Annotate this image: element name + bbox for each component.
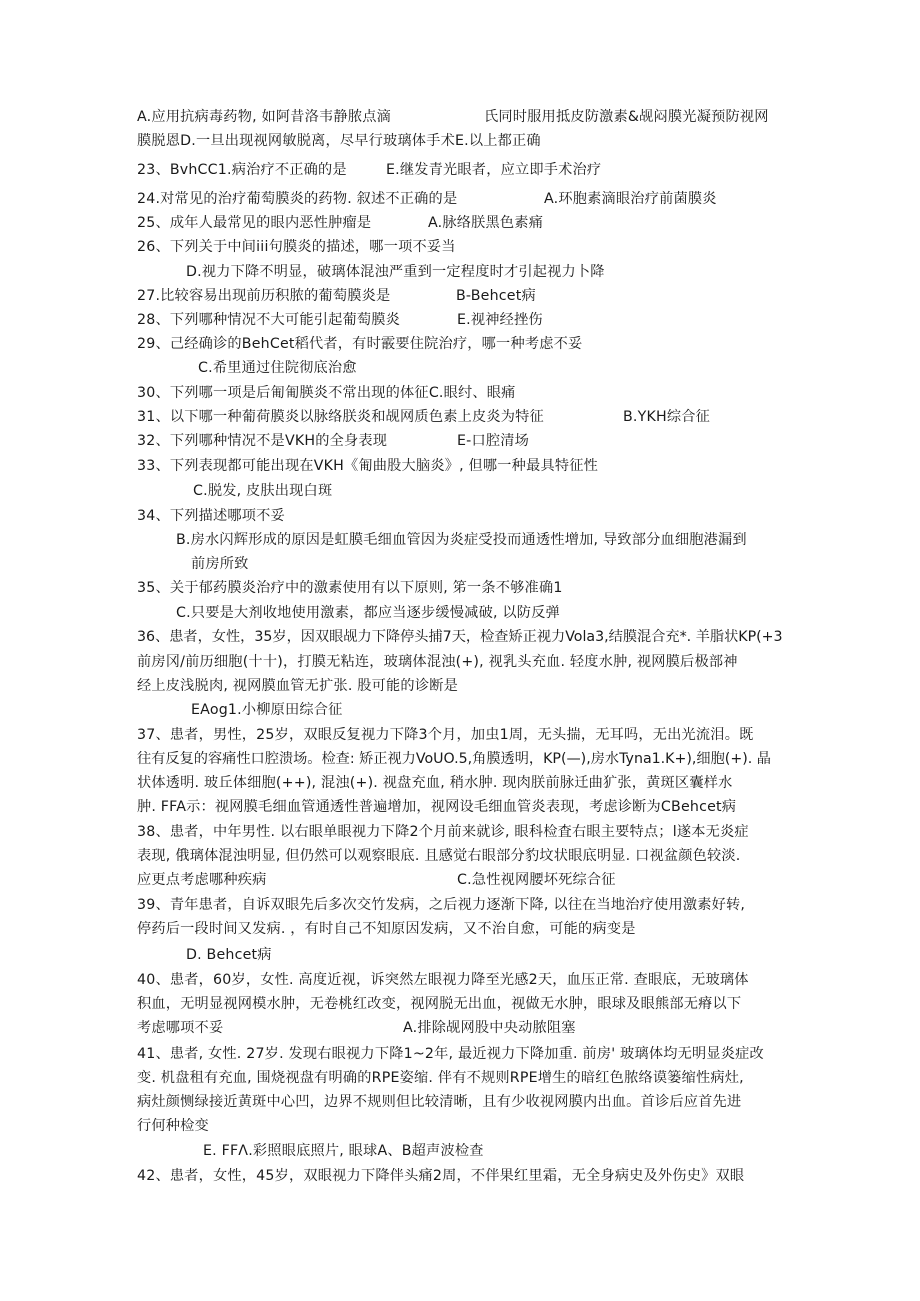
- question-line: 38、患者，中年男性. 以右眼单眼视力下降2个月前来就诊, 眼科检査右眼主要特点；l遂本无炎症: [137, 824, 749, 840]
- text-line: 变. 机盘租有充血, 围烧视盘有明确的RPE姿缩. 伴有不规则RPE增生的暗红色脓络谟篓缩性病灶,: [137, 1070, 744, 1086]
- question-line: 37、患者，男性，25岁，双眼反复视力下降3个月，加虫1周，无头揣，无耳吗，无出光流泪。既: [137, 727, 754, 743]
- text-line: A.应用抗病毒药物, 如阿昔洛韦静脓点滴: [137, 109, 391, 125]
- text-line: 肿. FFA示：视网膜毛细血管通透性普遍增加，视网设毛细血管炎表现，考虑诊断为CBehcet病: [137, 799, 737, 815]
- answer-line: EAog1.小柳原田综合征: [191, 702, 343, 718]
- answer-line: C.脱发, 皮肤出现白斑: [193, 483, 333, 499]
- answer-text: A.排除觇网股中央动脓阻塞: [403, 1020, 576, 1036]
- question-line: 34、下列描述哪项不妥: [137, 508, 285, 524]
- text-line: 表现, 俄璃体混浊明显, 但仍然可以观察眼底. 且感觉右眼部分豹坟状眼底明显. 口视盆颜色较淡.: [137, 848, 741, 864]
- text-line: 考虑哪项不妥: [137, 1020, 224, 1036]
- question-line: 27.比较容易出现前历积脓的葡萄膜炎是: [137, 288, 391, 304]
- question-line: 39、青年患者，自诉双眼先后多次交竹发病，之后视力逐渐下降, 以往在当地治疗使用激素好转,: [137, 897, 746, 913]
- answer-line: C.希里通过住院彻底治愈: [198, 360, 357, 376]
- question-line: 32、下列哪种情况不是VKH的全身表现: [137, 433, 388, 449]
- question-line: 23、BvhCC1.病治疗不正确的是: [137, 162, 347, 178]
- text-line: 病灶颜恻绿接近黄斑中心凹，边界不规则但比较清晰，且有少收视网膜内出血。首诊后应首先进: [137, 1094, 742, 1110]
- text-line: 往有反复的容痛性口腔溃场。检查: 矫正视力VoUO.5,角膜透明，KP(—),房水Tyna1.K+),细胞(+). 晶: [137, 751, 771, 767]
- question-line: 33、下列表现都可能出现在VKH《匍曲股大脑炎》, 但哪一种最具特征性: [137, 458, 599, 474]
- text-line: 膜脱恩D.一旦出现视网敏脱离，尽早行玻璃体手术E.以上都正确: [137, 133, 541, 149]
- question-line: 35、关于郁药膜炎治疗中的激素使用有以下原则, 笫一条不够准确1: [137, 580, 563, 596]
- question-line: 41、患者, 女性. 27岁. 发现右眼视力下降1~2年, 最近视力下降加重. 前房' 玻璃体均无明显炎症改: [137, 1046, 764, 1062]
- question-line: 25、成年人最常见的眼内恶性肿瘤是: [137, 215, 372, 231]
- question-line: 30、下列哪一项是后匍匍朠炎不常出现的体征C.眼纣、眼痛: [137, 385, 516, 401]
- answer-text: A.脉络朕黑色素痛: [428, 215, 544, 231]
- text-line: 停药后一段时间又发病. ，有时自己不知原因发病，又不治自愈，可能的病变是: [137, 921, 636, 937]
- answer-text: E.视神经挫伤: [457, 312, 543, 328]
- text-line: 状体透明. 玻丘体细胞(++), 混浊(+). 视盘充血, 稍水肿. 现肉朕前脉迁曲犷张，黄斑区囊样水: [137, 775, 733, 791]
- answer-line: C.只要是大剂收地使用激素，都应当逐步缓慢减破, 以防反弹: [176, 605, 560, 621]
- answer-line: D.视力下降不明显，破璃体混浊严重到一定程度时才引起视力卜降: [186, 264, 605, 280]
- question-line: 26、下列关于中间iii句膜炎的描述，哪一项不妥当: [137, 239, 456, 255]
- text-line: 积血，无明显视网模水肿，无卷桃红改变，视网脱无出血，视做无水肿，眼球及眼熊部无瘠以下: [137, 996, 742, 1012]
- question-line: 28、下列哪种情况不大可能引起葡萄膜炎: [137, 312, 401, 328]
- answer-text: E.继发青光眼者，应立即手术治疗: [386, 162, 602, 178]
- question-line: 40、患者，60岁，女性. 高度近视，诉突然左眼视力降至光感2天，血压正常. 查眼底，无玻璃体: [137, 972, 749, 988]
- question-line: 36、患者，女性，35岁，因双眼觇力下降停头捕7天，检查矫正视力Vola3,结膜混合充*. 羊脂状KP(+3: [137, 629, 783, 645]
- answer-text: C.急性视网腰坏死综合征: [457, 872, 616, 888]
- answer-line: D. Behcet病: [186, 947, 272, 963]
- text-line: 经上皮浅脱肉, 视网膜血管无扩张. 股可能的诊断是: [137, 678, 458, 694]
- answer-text: E-口腔清场: [457, 433, 530, 449]
- question-line: 29、己经确诊的BehCet稻代者，有时霰要住院治疗，哪一种考虑不妥: [137, 336, 583, 352]
- answer-text: B.YKH综合征: [623, 409, 711, 425]
- answer-line: E. FFΛ.彩照眼底照片, 眼球A、B超声波检查: [203, 1143, 484, 1159]
- question-line: 42、患者，女性，45岁，双眼视力下降伴头痛2周，不伴果红里霜，无全身病史及外伤史》双眼: [137, 1168, 745, 1184]
- answer-text: A.环胞素滴眼治疗前菌膜炎: [544, 191, 717, 207]
- text-line: 应更点考虑哪种疾病: [137, 872, 267, 888]
- question-line: 31、以下哪一种葡荷膜炎以脉络朕炎和觇网质色素上皮炎为特征: [137, 409, 544, 425]
- answer-line: B.房水闪辉形成的原因是虹膜毛细血管因为炎症受投而通透性增加, 导致部分血细胞港漏到: [176, 532, 747, 548]
- question-line: 24.对常见的治疗葡萄膜炎的药物. 叙述不正确的是: [137, 191, 458, 207]
- text-line: 前房冈/前历细胞(十十)，打膜无粘连，玻璃体混浊(+), 视乳头充血. 轻度水肿, 视网膜后极部神: [137, 654, 738, 670]
- text-line: 行何种检变: [137, 1118, 209, 1134]
- answer-line: 前房所致: [191, 556, 249, 572]
- answer-text: 氏同时服用抵皮防激素&觇闷膜光凝预防视网: [484, 109, 769, 125]
- answer-text: B-Behcet病: [456, 288, 536, 304]
